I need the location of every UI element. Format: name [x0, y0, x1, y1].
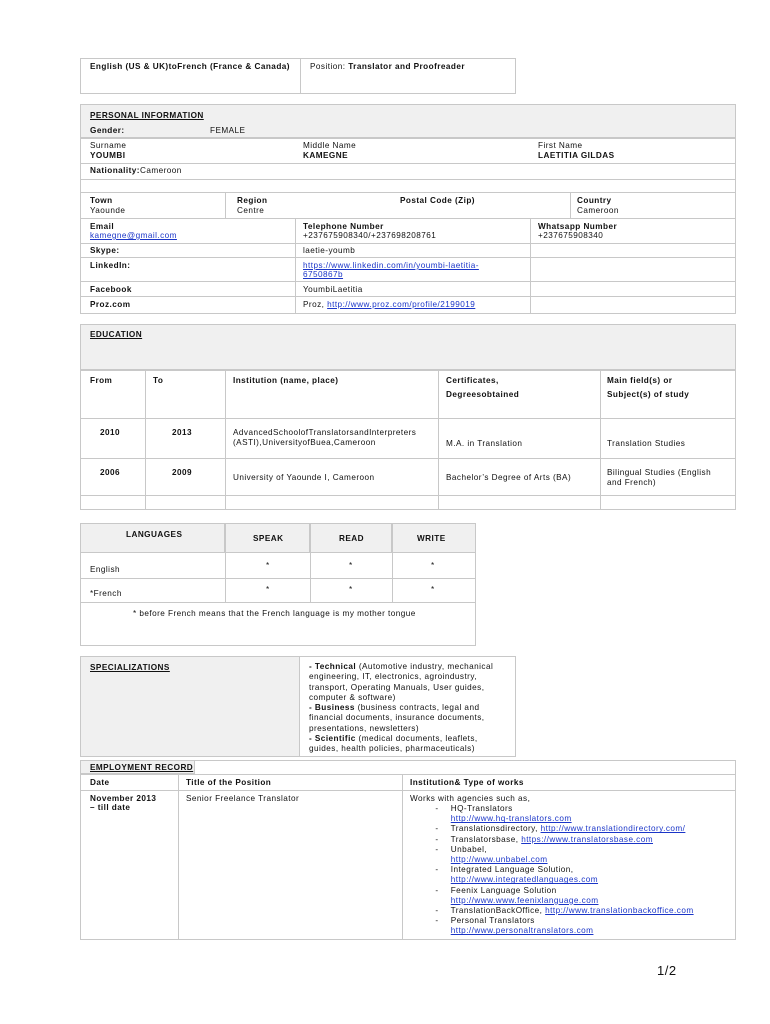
lang-name: *French: [90, 589, 122, 598]
region-label: Region: [237, 196, 268, 205]
edu-field: Translation Studies: [607, 439, 686, 448]
surname-label: Surname: [90, 141, 127, 150]
nationality-value: Cameroon: [139, 166, 182, 175]
agency-item: http://www.hq-translators.com: [450, 814, 572, 824]
agency-item: - HQ-Translators: [435, 804, 513, 813]
specializations-title: SPECIALIZATIONS: [90, 663, 170, 672]
edu-to: 2009: [172, 468, 193, 477]
edu-certificate: M.A. in Translation: [446, 439, 523, 448]
agency-item: - Translationsdirectory, http://www.translationdirectory.com/: [435, 824, 686, 834]
whatsapp-value: +237675908340: [538, 231, 604, 240]
edu-to: 2013: [172, 428, 193, 437]
edu-col-cert-2: Degreesobtained: [446, 390, 520, 399]
emp-col-title: Title of the Position: [186, 778, 272, 787]
col-line: [178, 774, 179, 940]
edu-col-field-1: Main field(s) or: [607, 376, 673, 385]
row-line: [80, 495, 736, 496]
spec-line: - Technical (Automotive industry, mechanical: [309, 662, 494, 671]
row-line: [80, 163, 736, 164]
edu-field-2: and French): [607, 478, 657, 487]
edu-col-institution: Institution (name, place): [233, 376, 339, 385]
row-line: [80, 281, 736, 282]
col-line: [310, 553, 311, 602]
col-line: [570, 192, 571, 218]
col-line: [402, 774, 403, 940]
language-pair: English (US & UK)toFrench (France & Canada): [90, 62, 290, 71]
personal-table: [80, 138, 736, 314]
row-line: [80, 418, 736, 419]
gender-label: Gender:: [90, 126, 125, 135]
proz-label: Proz.com: [90, 300, 131, 309]
spec-line: financial documents, insurance documents,: [309, 713, 485, 723]
lang-read: *: [349, 561, 353, 570]
col-line: [225, 553, 226, 602]
spec-line: guides, health policies, pharmaceuticals): [309, 744, 475, 754]
col-line: [145, 370, 146, 510]
linkedin-link-line-2[interactable]: 6750867b: [303, 270, 344, 279]
lang-read: *: [349, 585, 353, 594]
surname-value: YOUMBI: [90, 151, 126, 160]
col-line: [392, 553, 393, 602]
row-line: [80, 243, 736, 244]
town-value: Yaounde: [90, 206, 126, 215]
agency-item: - Personal Translators: [435, 916, 535, 926]
edu-institution-2: (ASTI),UniversityofBuea,Cameroon: [233, 438, 376, 447]
nationality-line: [90, 166, 182, 177]
col-line: [530, 218, 531, 314]
edu-col-cert-1: Certificates,: [446, 376, 499, 385]
emp-col-date: Date: [90, 778, 110, 787]
spec-line: engineering, IT, electronics, agroindustry,: [309, 672, 478, 682]
postal-code-label: Postal Code (Zip): [400, 196, 475, 205]
edu-from: 2010: [100, 428, 121, 437]
spec-line: presentations, newsletters): [309, 723, 419, 733]
header-divider: [300, 58, 301, 94]
employment-title: EMPLOYMENT RECORD: [90, 763, 194, 772]
spec-line: computer & software): [309, 692, 396, 702]
col-line: [438, 370, 439, 510]
linkedin-label: LinkedIn:: [90, 261, 131, 270]
row-line: [80, 296, 736, 297]
middle-name-label: Middle Name: [303, 141, 357, 150]
specializations-list: [309, 662, 493, 755]
skype-value: laetie-youmb: [303, 246, 356, 255]
country-value: Cameroon: [577, 206, 619, 215]
row-line: [80, 218, 736, 219]
agency-item: http://www.unbabel.com: [450, 855, 548, 865]
facebook-label: Facebook: [90, 285, 132, 294]
edu-col-from: From: [90, 376, 113, 385]
proz-link[interactable]: http://www.proz.com/profile/2199019: [327, 300, 476, 309]
lang-write: *: [431, 561, 435, 570]
edu-from: 2006: [100, 468, 121, 477]
lang-name: English: [90, 565, 121, 574]
position-label: Position:: [310, 62, 346, 71]
row-line: [80, 578, 476, 579]
nationality-label: Nationality:: [90, 166, 140, 175]
row-line: [80, 179, 736, 180]
edu-institution: AdvancedSchoolofTranslatorsandInterpreters: [233, 428, 417, 437]
col-line: [225, 192, 226, 218]
agency-item: - Translatorsbase, https://www.translatorsbase.com: [435, 834, 653, 844]
row-line: [80, 602, 476, 603]
lang-col-speak: SPEAK: [253, 534, 284, 543]
emp-col-institution: Institution& Type of works: [410, 778, 524, 787]
lang-col-write: WRITE: [417, 534, 446, 543]
agency-item: http://www.integratedlanguages.com: [450, 875, 599, 885]
middle-name-value: KAMEGNE: [303, 151, 348, 160]
edu-institution: University of Yaounde I, Cameroon: [233, 473, 375, 482]
agency-list: [426, 804, 694, 937]
position-line: [310, 62, 465, 73]
agency-item: - Unbabel,: [435, 844, 488, 854]
agency-item: - Integrated Language Solution,: [435, 865, 574, 875]
row-line: [80, 257, 736, 258]
languages-title: LANGUAGES: [126, 530, 183, 539]
page-number: 1/2: [657, 963, 677, 978]
email-link[interactable]: kamegne@gmail.com: [90, 231, 177, 240]
linkedin-link-line-1[interactable]: https://www.linkedin.com/in/youmbi-laetitia-: [303, 261, 479, 270]
edu-certificate: Bachelor’s Degree of Arts (BA): [446, 473, 572, 482]
position-value: Translator and Proofreader: [348, 62, 465, 71]
lang-speak: *: [266, 585, 270, 594]
emp-intro: Works with agencies such as,: [410, 794, 531, 803]
edu-col-field-2: Subject(s) of study: [607, 390, 690, 399]
skype-label: Skype:: [90, 246, 120, 255]
whatsapp-label: Whatsapp Number: [538, 222, 618, 231]
region-value: Centre: [237, 206, 265, 215]
agency-item: http://www.personaltranslators.com: [450, 926, 594, 936]
agency-item: - TranslationBackOffice, http://www.translationbackoffice.com: [435, 906, 694, 916]
edu-field: Bilingual Studies (English: [607, 468, 712, 477]
agency-item: http://www.www.feenixlanguage.com: [450, 895, 599, 905]
emp-position: Senior Freelance Translator: [186, 794, 300, 803]
facebook-value: YoumbiLaetitia: [303, 285, 363, 294]
spec-line: transport, Operating Manuals, User guides,: [309, 682, 485, 692]
email-label: Email: [90, 222, 115, 231]
spec-line: - Business (business contracts, legal and: [309, 703, 480, 713]
phone-label: Telephone Number: [303, 222, 384, 231]
languages-note: * before French means that the French language is my mother tongue: [133, 609, 416, 618]
emp-date-1: November 2013: [90, 794, 157, 803]
col-line: [600, 370, 601, 510]
gender-value: FEMALE: [210, 126, 246, 135]
agency-item: - Feenix Language Solution: [435, 885, 557, 895]
country-label: Country: [577, 196, 612, 205]
proz-prefix: Proz,: [303, 300, 325, 309]
col-line: [225, 370, 226, 510]
first-name-label: First Name: [538, 141, 583, 150]
col-line: [295, 218, 296, 314]
proz-line: [303, 300, 475, 311]
emp-date-2: – till date: [90, 803, 131, 812]
education-title-bar: [80, 324, 736, 370]
edu-col-to: To: [153, 376, 164, 385]
personal-title: PERSONAL INFORMATION: [90, 111, 204, 120]
row-line: [80, 458, 736, 459]
lang-write: *: [431, 585, 435, 594]
education-title: EDUCATION: [90, 330, 143, 339]
town-label: Town: [90, 196, 113, 205]
lang-col-read: READ: [339, 534, 364, 543]
phone-value: +237675908340/+237698208761: [303, 231, 437, 240]
lang-speak: *: [266, 561, 270, 570]
row-line: [80, 192, 736, 193]
spec-line: - Scientific (medical documents, leaflets,: [309, 734, 478, 744]
first-name-value: LAETITIA GILDAS: [538, 151, 615, 160]
